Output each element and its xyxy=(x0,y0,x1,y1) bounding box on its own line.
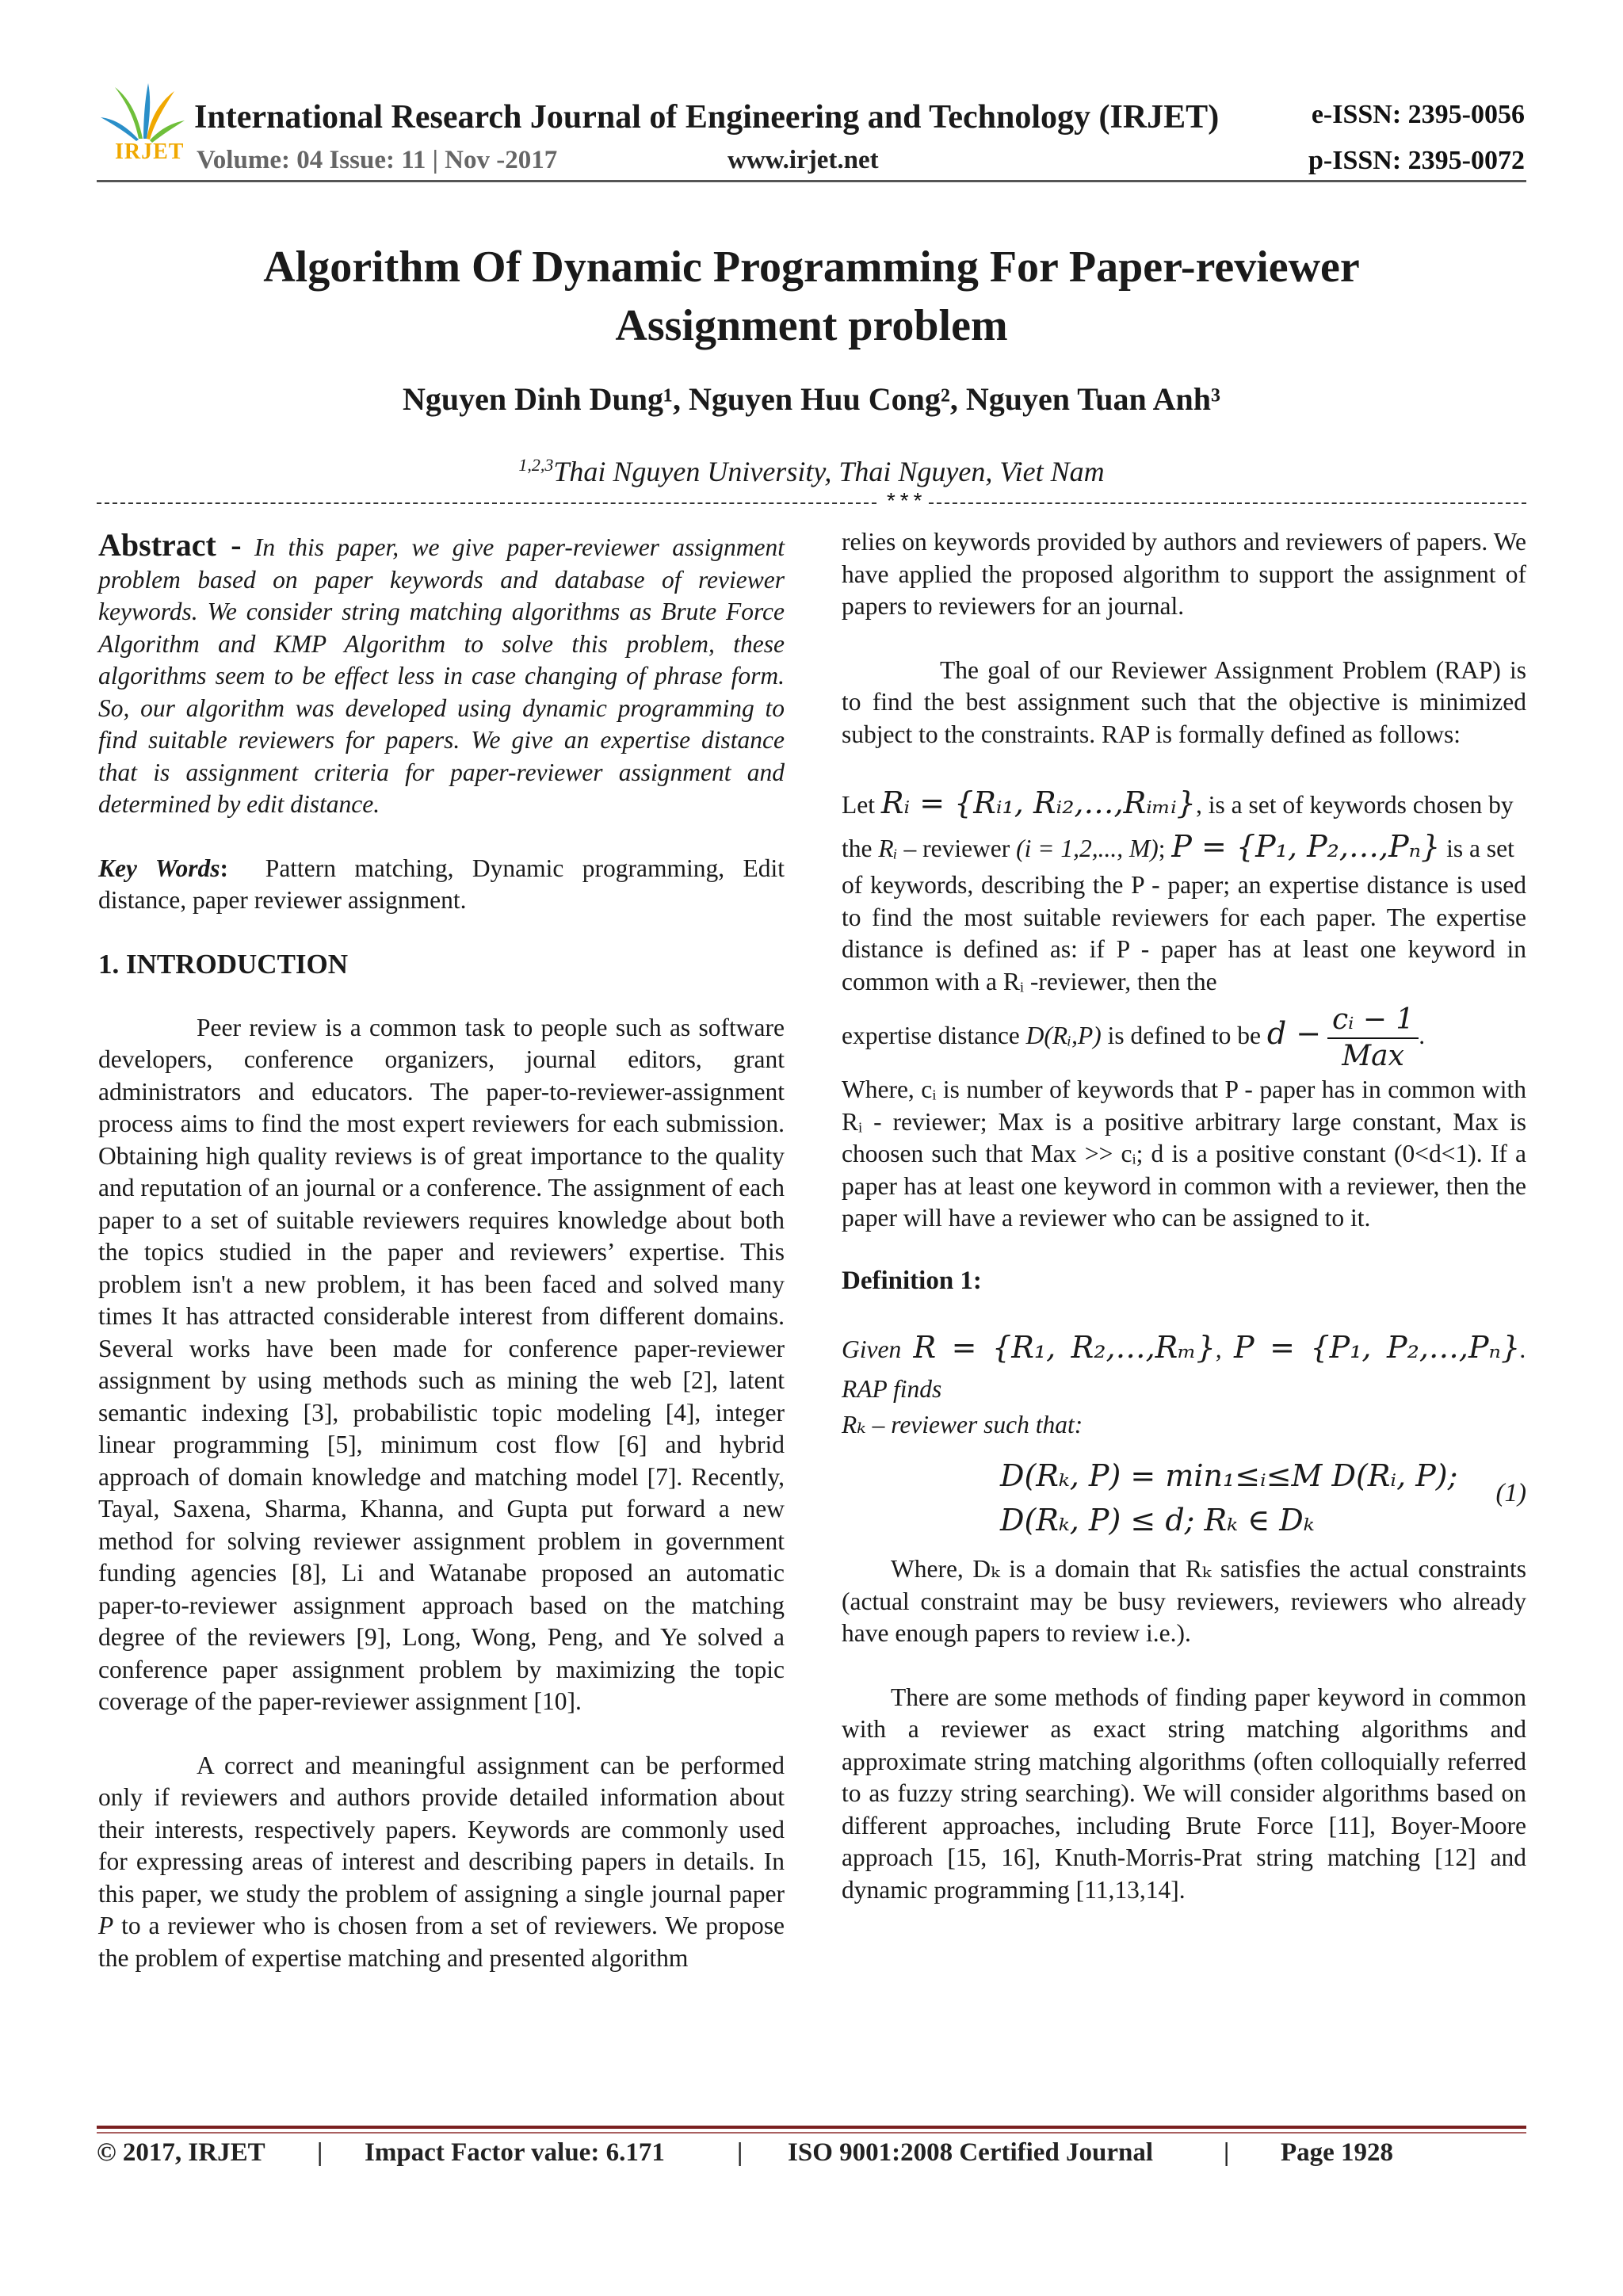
keywords: Key Words: Pattern matching, Dynamic programming, Edit distance, paper reviewer assignment. xyxy=(98,854,785,914)
right-paragraph-3: of keywords, describing the P - paper; an expertise distance is used to find the most suitable reviewers for each paper. The expertise distance is defined as: if P - paper has at least one keyword in common with a Rᵢ -reviewer, then the xyxy=(842,871,1526,995)
given-text: Given xyxy=(842,1335,914,1363)
left-column xyxy=(98,526,785,1974)
let-text-2: , is a set of keywords chosen by xyxy=(1195,791,1514,819)
footer-separator: | xyxy=(737,2138,743,2167)
ed-text: expertise distance xyxy=(842,1022,1026,1050)
d-minus: d − xyxy=(1266,1016,1322,1052)
right-paragraph-4: Where, cᵢ is number of keywords that P - paper has in common with Rᵢ - reviewer; Max is a positive arbitrary large constant, Max is choosen such that Max >> cᵢ; d is a positive constant (0<d<1). If a paper has at least one keyword in common with a reviewer, then the paper will have a reviewer who can be assigned to it. xyxy=(842,1075,1526,1232)
section-heading-introduction: 1. INTRODUCTION xyxy=(98,948,349,980)
pissn: p-ISSN: 2395-0072 xyxy=(1308,146,1525,175)
right-paragraph-6: There are some methods of finding paper keyword in common with a reviewer as exact string matching algorithms and approximate string matching algorithms (often colloquially referred to as fuzzy string searching). We will consider algorithms based on different approaches, including Brute Force [11], Boyer-Moore approach [15, 16], Knuth-Morris-Prat string matching [12] and dynamic programming [11,13,14]. xyxy=(842,1683,1526,1904)
the-text-2: – reviewer xyxy=(897,835,1017,862)
fraction-denominator: Max xyxy=(1342,1040,1404,1072)
index-range: (i = 1,2,..., M) xyxy=(1016,835,1159,862)
footer-iso: ISO 9001:2008 Certified Journal xyxy=(788,2138,1154,2167)
paper-keyword-set: P = {P₁, P₂,…,Pₙ} xyxy=(1171,829,1441,864)
reviewer-set: R = {R₁, R₂,…,Rₘ} xyxy=(913,1329,1216,1365)
affiliation xyxy=(158,455,1465,488)
footer-rule xyxy=(97,2126,1526,2129)
keywords-label: Key Words xyxy=(98,854,220,882)
footer-impact-factor: Impact Factor value: 6.171 xyxy=(365,2138,665,2167)
authors: Nguyen Dinh Dung¹, Nguyen Huu Cong², Nguyen Tuan Anh³ xyxy=(403,381,1220,417)
given-comma: , xyxy=(1215,1335,1234,1363)
equation-number: (1) xyxy=(1495,1479,1526,1507)
paper-title xyxy=(158,238,1465,355)
keywords-text: Pattern matching, Dynamic programming, Edit distance, paper reviewer assignment. xyxy=(98,854,785,914)
footer-rule-thin xyxy=(97,2132,1526,2134)
abstract xyxy=(98,526,785,821)
footer-separator: | xyxy=(1224,2138,1230,2167)
ed-symbol: D(Rᵢ,P) xyxy=(1025,1022,1102,1050)
expertise-fraction xyxy=(1327,1003,1419,1074)
page-header xyxy=(0,0,1623,182)
separator-stars: *** xyxy=(884,491,925,516)
right-column xyxy=(842,526,1526,1906)
definition-1-heading: Definition 1: xyxy=(842,1266,982,1295)
intro-p2-part-a: A correct and meaningful assignment can be performed only if reviewers and authors provide detailed information about their interests, respectively papers. Keywords are commonly used for expressing areas of interest and describing papers in details. In this paper, we study the problem of assigning a single journal paper xyxy=(98,1751,785,1908)
abstract-label: Abstract - xyxy=(98,527,242,563)
reviewer-paper-definition xyxy=(842,826,1526,869)
let-text: Let xyxy=(842,791,881,819)
journal-website: www.irjet.net xyxy=(727,146,879,174)
fraction-numerator: cᵢ − 1 xyxy=(1327,1003,1419,1039)
abstract-text: In this paper, we give paper-reviewer assignment problem based on paper keywords and database of reviewer keywords. We consider string matching algorithms as Brute Force Algorithm and KMP Algorithm to solve this problem, these algorithms seem to be effect less in case changing of phrase form. So, our algorithm was developed using dynamic programming to find suitable reviewers for papers. We give an expertise distance that is assignment criteria for paper-reviewer assignment and determined by edit distance. xyxy=(98,533,785,818)
the-text-3: ; xyxy=(1158,835,1172,862)
expertise-distance-definition xyxy=(842,1003,1526,1074)
title-line-2: Assignment problem xyxy=(615,301,1008,350)
footer-separator: | xyxy=(317,2138,323,2167)
ed-text-2: is defined to be xyxy=(1101,1022,1267,1050)
equation-line-1: D(Rₖ, P) = min₁≤ᵢ≤M D(Rᵢ, P); xyxy=(1000,1458,1458,1493)
given-statement xyxy=(842,1328,1526,1409)
equation-line-2: D(Rₖ, P) ≤ d; Rₖ ∈ Dₖ xyxy=(1000,1503,1315,1538)
footer-page-number: Page 1928 xyxy=(1281,2138,1394,2167)
intro-paragraph-1: Peer review is a common task to people such as software developers, conference organizers, journal editors, grant administrators and educators. The paper-to-reviewer-assignment process aims to find the most expert reviewers for each submission. Obtaining high quality reviews is of great importance to the quality and reputation of an journal or a conference. The assignment of each paper to a set of suitable reviewers requires knowledge about both the topics studied in the paper and reviewers’ expertise. This problem isn't a new problem, it has been faced and solved many times It has attracted considerable interest from different domains. Several works have been made for conference paper-reviewer assignment by using methods such as mining the web [2], latent semantic indexing [3], probabilistic topic modeling [4], integer linear programming [5], minimum cost flow [6] and hybrid approach of domain knowledge and matching model [7]. Recently, Tayal, Saxena, Sharma, Khanna, and Gupta put forward a new method for solving reviewer assignment problem in government funding agencies [8], Li and Watanabe proposed an automatic paper-to-reviewer assignment approach based on the matching degree of the reviewers [9], Long, Wong, Peng, and Ye solved a conference paper assignment problem by maximizing the topic coverage of the paper-reviewer assignment [10]. xyxy=(98,1013,785,1715)
affiliation-superscript: 1,2,3 xyxy=(518,455,554,475)
logo-text: IRJET xyxy=(115,139,185,164)
volume-issue: Volume: 04 Issue: 11 | Nov -2017 xyxy=(197,146,558,174)
title-line-1: Algorithm Of Dynamic Programming For Paper-reviewer xyxy=(263,243,1360,292)
intro-p2-paper-symbol: P xyxy=(98,1912,114,1939)
given-statement-2: Rₖ – reviewer such that: xyxy=(842,1410,1083,1438)
intro-p2-part-b: to a reviewer who is chosen from a set of reviewers. We propose the problem of expertise matching and presented algorithm xyxy=(98,1912,785,1972)
fraction-period: . xyxy=(1419,1022,1426,1050)
equation-1 xyxy=(842,1455,1526,1542)
given-text-2: . RAP finds xyxy=(842,1335,1527,1403)
right-paragraph-1: relies on keywords provided by authors and reviewers of papers. We have applied the proposed algorithm to support the assignment of papers to reviewers for an journal. xyxy=(842,528,1526,620)
let-definition xyxy=(842,782,1526,826)
reviewer-keyword-set: Rᵢ = {Rᵢ₁, Rᵢ₂,…,Rᵢₘᵢ} xyxy=(880,785,1196,820)
paper-set: P = {P₁, P₂,…,Pₙ} xyxy=(1233,1329,1521,1365)
separator-dash-left xyxy=(97,502,876,504)
journal-name: International Research Journal of Engineering and Technology (IRJET) xyxy=(194,99,1220,136)
right-paragraph-5: Where, Dₖ is a domain that Rₖ satisfies the actual constraints (actual constraint may be busy reviewers, reviewers who already have enough papers to review i.e.). xyxy=(842,1555,1526,1647)
eissn: e-ISSN: 2395-0056 xyxy=(1311,100,1525,129)
separator-rule xyxy=(97,491,1526,516)
affiliation-text: Thai Nguyen University, Thai Nguyen, Viet Nam xyxy=(553,456,1105,487)
separator-dash-right xyxy=(929,502,1526,504)
header-rule xyxy=(97,180,1526,182)
intro-paragraph-2 xyxy=(98,1750,785,1975)
the-text-4: is a set xyxy=(1440,835,1514,862)
footer-copyright: © 2017, IRJET xyxy=(97,2138,265,2167)
right-paragraph-2: The goal of our Reviewer Assignment Problem (RAP) is to find the best assignment such that the objective is minimized subject to the constraints. RAP is formally defined as follows: xyxy=(842,655,1526,748)
reviewer-symbol: Rᵢ xyxy=(878,835,898,862)
the-text: the xyxy=(842,835,879,862)
